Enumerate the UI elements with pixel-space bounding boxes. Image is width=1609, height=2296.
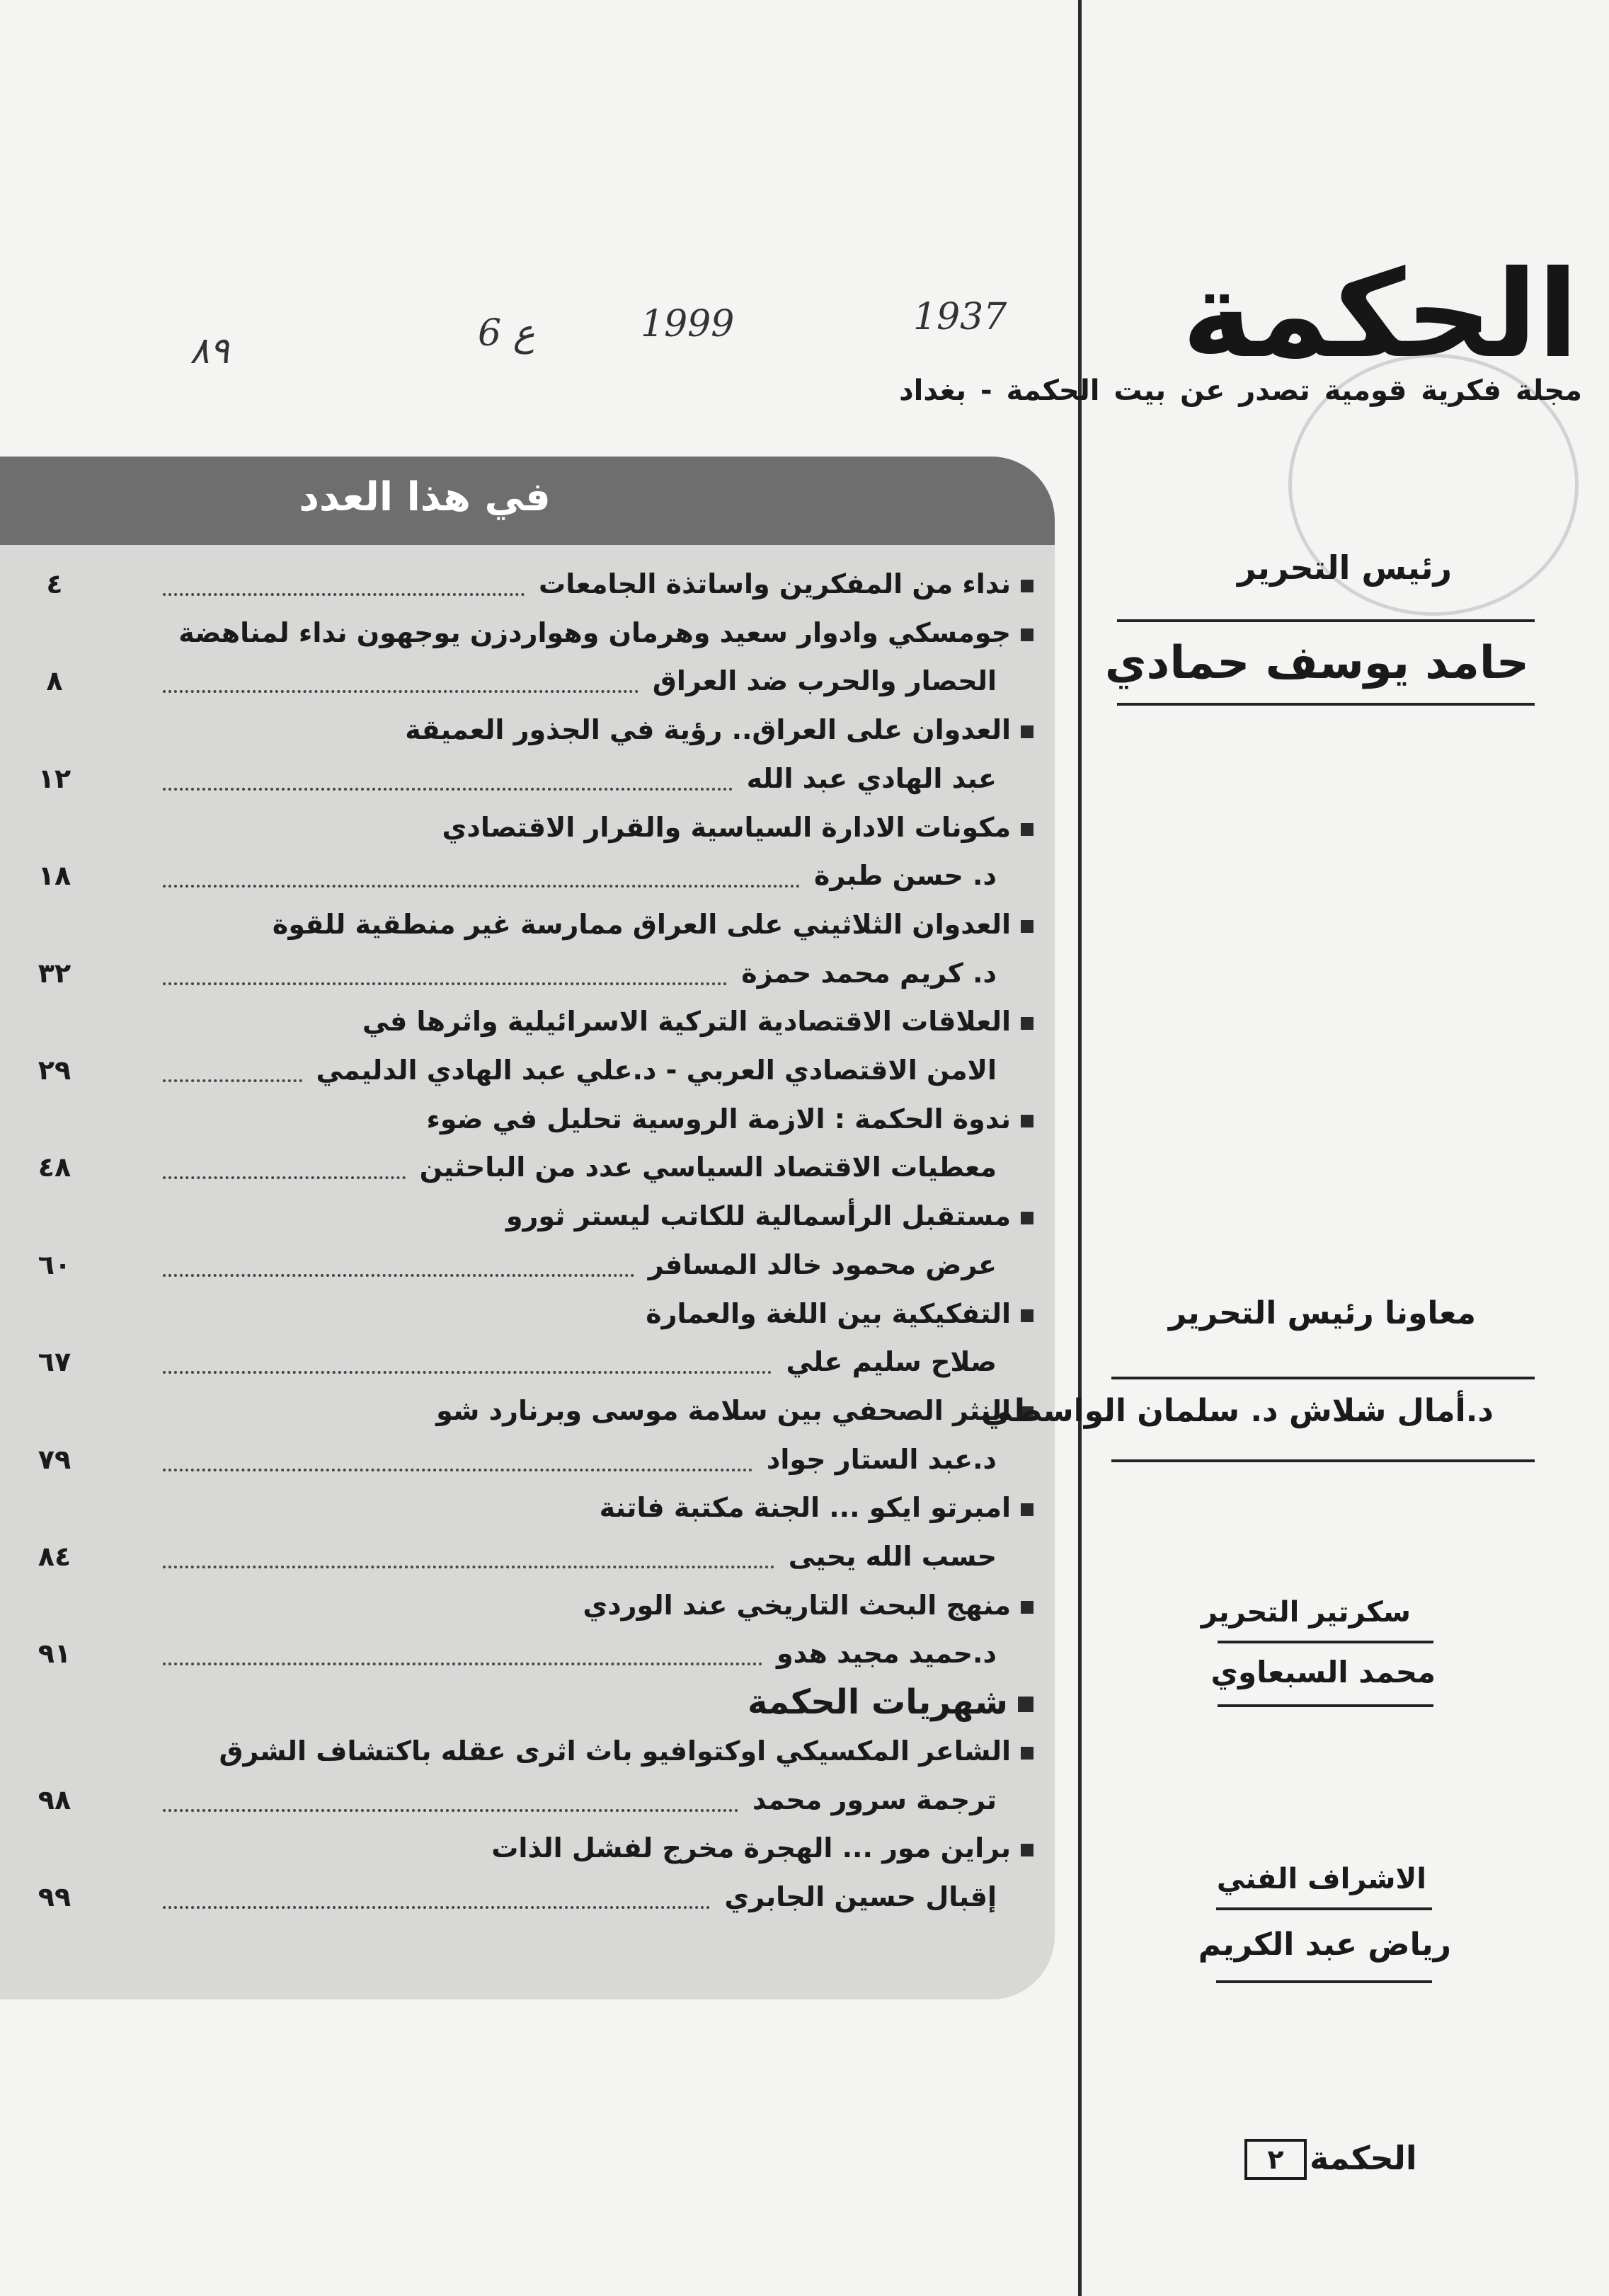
square-bullet-icon [1021, 628, 1033, 641]
toc-row [0, 1483, 1033, 1532]
toc-page-number: ٤٨ [38, 1152, 71, 1183]
toc-entry-author [420, 1142, 997, 1192]
toc-entry-title [491, 1823, 1033, 1873]
toc-entry-text: مكونات الادارة السياسية والقرار الاقتصادي [442, 812, 1011, 843]
toc-entry-author [814, 851, 997, 900]
toc-entry-title [442, 803, 1033, 852]
toc-row [0, 1191, 1033, 1241]
toc-row [0, 1435, 1033, 1484]
toc-entry-text: شهريات الحكمة [747, 1682, 1008, 1722]
square-bullet-icon [1021, 1115, 1033, 1127]
toc-page-number: ١٢ [38, 763, 71, 794]
divider-rule [1117, 619, 1535, 622]
toc-entry-title [506, 1191, 1033, 1241]
toc-entry-author [653, 656, 997, 706]
toc-entry-title [646, 1289, 1033, 1338]
toc-entry-author [767, 1435, 997, 1484]
toc-row [0, 1726, 1033, 1776]
handwritten-note: ٨٩ [190, 330, 229, 372]
dotted-leader [163, 1566, 774, 1568]
toc-entry-author [789, 1532, 997, 1581]
art-director-name: رياض عبد الكريم [1198, 1927, 1451, 1963]
toc-row [0, 1045, 1033, 1095]
toc-page-number: ٨٤ [38, 1541, 71, 1572]
toc-entry-text: معطيات الاقتصاد السياسي عدد من الباحثين [419, 1152, 997, 1183]
toc-entry-text: التفكيكية بين اللغة والعمارة [646, 1298, 1011, 1329]
dotted-leader [163, 1079, 302, 1082]
toc-entry-text: النثر الصحفي بين سلامة موسى وبرنارد شو [436, 1395, 1011, 1426]
toc-title: في هذا العدد [299, 474, 551, 520]
square-bullet-icon [1018, 1697, 1033, 1712]
toc-entry-text: الحصار والحرب ضد العراق [652, 665, 997, 696]
dotted-leader [163, 1663, 762, 1665]
toc-entry-author [777, 1629, 997, 1678]
art-director-title: الاشراف الفني [1216, 1863, 1426, 1895]
toc-entry-text: د.عبد الستار جواد [766, 1444, 997, 1475]
handwritten-note: ع 6 [478, 312, 535, 355]
toc-entry-text: عبد الهادي عبد الله [746, 763, 997, 794]
toc-entry-author [786, 1337, 997, 1387]
dotted-leader [163, 1274, 634, 1277]
toc-entry-author [316, 1045, 997, 1095]
toc-row [0, 997, 1033, 1046]
toc-entry-text: د. حسن طبرة [813, 860, 997, 891]
square-bullet-icon [1021, 1309, 1033, 1322]
divider-rule [1218, 1704, 1433, 1707]
toc-entry-text: مستقبل الرأسمالية للكاتب ليستر ثورو [505, 1200, 1011, 1232]
dotted-leader [163, 1371, 772, 1374]
toc-entry-text: امبرتو ايكو ... الجنة مكتبة فاتنة [599, 1492, 1011, 1523]
magazine-logo: الحكمة [1181, 245, 1579, 385]
square-bullet-icon [1021, 1017, 1033, 1030]
toc-entry-text: براين مور ... الهجرة مخرج لفشل الذات [491, 1832, 1011, 1864]
toc-row [0, 705, 1033, 754]
toc-row [0, 1823, 1033, 1873]
divider-rule [1111, 1459, 1535, 1462]
toc-page-number: ٣٢ [38, 958, 71, 989]
toc-entry-title [583, 1580, 1033, 1630]
toc-page-number: ٩١ [38, 1638, 71, 1669]
dotted-leader [163, 593, 525, 596]
toc-entry-text: الامن الاقتصادي العربي - د.علي عبد الهادي الدليمي [316, 1055, 997, 1086]
toc-entry-title [426, 1094, 1033, 1144]
square-bullet-icon [1021, 1212, 1033, 1224]
toc-row [0, 656, 1033, 706]
handwritten-note: 1999 [641, 303, 735, 345]
divider-rule [1216, 1907, 1432, 1910]
toc-entry-title [600, 1483, 1033, 1532]
handwritten-note: 1937 [913, 296, 1007, 338]
toc-entry-title [748, 1677, 1033, 1727]
toc-entry-title [436, 1386, 1033, 1435]
toc-row [0, 1629, 1033, 1678]
toc-row [0, 900, 1033, 949]
toc-row [0, 1337, 1033, 1387]
toc-entry-text: إقبال حسين الجابري [724, 1881, 997, 1912]
square-bullet-icon [1021, 920, 1033, 933]
square-bullet-icon [1021, 725, 1033, 738]
toc-section-heading [0, 1677, 1033, 1727]
editor-name: حامد يوسف حمادي [1104, 637, 1529, 689]
square-bullet-icon [1021, 1601, 1033, 1614]
toc-row [0, 1872, 1033, 1922]
footer-page-number: ٢ [1244, 2139, 1307, 2180]
toc-row [0, 851, 1033, 900]
toc-row [0, 559, 1033, 609]
toc-page-number: ٧٩ [38, 1444, 71, 1475]
toc-entry-text: ترجمة سرور محمد [752, 1784, 997, 1815]
toc-row [0, 1240, 1033, 1290]
secretary-title: سكرتير التحرير [1201, 1596, 1411, 1629]
toc-entry-text: العدوان الثلاثيني على العراق ممارسة غير منطقية للقوة [272, 909, 1011, 940]
toc-page-number: ٤ [46, 568, 63, 599]
toc-row [0, 754, 1033, 803]
toc-entry-text: عرض محمود خالد المسافر [648, 1249, 997, 1280]
toc-entry-text: العدوان على العراق.. رؤية في الجذور العميقة [405, 714, 1011, 745]
toc-entry-text: صلاح سليم علي [786, 1346, 997, 1377]
toc-row [0, 803, 1033, 852]
toc-entry-text: ندوة الحكمة : الازمة الروسية تحليل في ضوء [426, 1103, 1011, 1135]
toc-entry-text: د.حميد مجيد هدو [776, 1638, 997, 1669]
dotted-leader [163, 1176, 406, 1179]
toc-row [0, 1775, 1033, 1825]
divider-rule [1111, 1377, 1535, 1379]
toc-entry-text: العلاقات الاقتصادية التركية الاسرائيلية واثرها في [362, 1006, 1011, 1037]
editor-title: رئيس التحرير [1237, 549, 1452, 587]
toc-entry-author [741, 948, 997, 998]
footer-logo: الحكمة [1310, 2139, 1417, 2177]
dotted-leader [163, 1469, 752, 1471]
divider-rule [1216, 1980, 1432, 1983]
toc-row [0, 1289, 1033, 1338]
toc-page-number: ٩٨ [38, 1784, 71, 1815]
toc-entry-text: حسب الله يحيى [788, 1541, 997, 1572]
dotted-leader [163, 885, 800, 888]
divider-rule [1117, 703, 1535, 706]
assistant-editors-title: معاونا رئيس التحرير [1168, 1295, 1476, 1331]
dotted-leader [163, 788, 733, 791]
dotted-leader [163, 690, 639, 693]
toc-entry-text: جومسكي وادوار سعيد وهرمان وهواردزن يوجهون نداء لمناهضة [178, 617, 1011, 648]
toc-entry-title [219, 1726, 1034, 1776]
toc-page-number: ٦٧ [38, 1346, 71, 1377]
toc-row [0, 1142, 1033, 1192]
divider-rule [1218, 1641, 1433, 1643]
toc-entry-text: الشاعر المكسيكي اوكتوافيو باث اثرى عقله باكتشاف الشرق [219, 1735, 1011, 1767]
square-bullet-icon [1021, 580, 1033, 592]
toc-entry-author [724, 1872, 997, 1922]
toc-entry-title [362, 997, 1033, 1046]
square-bullet-icon [1021, 1844, 1033, 1856]
toc-entry-title [273, 900, 1033, 949]
secretary-name: محمد السبعاوي [1210, 1655, 1436, 1689]
toc-entry-title [539, 559, 1033, 609]
dotted-leader [163, 982, 727, 985]
toc-row [0, 1094, 1033, 1144]
square-bullet-icon [1021, 823, 1033, 836]
square-bullet-icon [1021, 1747, 1033, 1760]
column-divider [1078, 0, 1082, 2296]
toc-row [0, 1386, 1033, 1435]
toc-page-number: ٩٩ [38, 1881, 71, 1912]
dotted-leader [163, 1906, 710, 1909]
toc-entry-author [747, 754, 997, 803]
toc-entry-author [752, 1775, 997, 1825]
toc-entry-title [178, 608, 1033, 658]
toc-page-number: ٦٠ [38, 1249, 71, 1280]
toc-row [0, 948, 1033, 998]
toc-page-number: ١٨ [38, 860, 71, 891]
toc-row [0, 608, 1033, 658]
toc-page-number: ٢٩ [38, 1055, 71, 1086]
toc-page-number: ٨ [46, 665, 63, 696]
magazine-tagline: مجلة فكرية قومية تصدر عن بيت الحكمة - بغداد [899, 374, 1582, 407]
toc-entry-text: د. كريم محمد حمزة [741, 958, 997, 989]
toc-entry-author [648, 1240, 997, 1290]
toc-row [0, 1580, 1033, 1630]
toc-entry-text: نداء من المفكرين واساتذة الجامعات [539, 568, 1011, 599]
toc-entry-text: منهج البحث التاريخي عند الوردي [583, 1590, 1011, 1621]
toc-entry-title [405, 705, 1033, 754]
toc-row [0, 1532, 1033, 1581]
dotted-leader [163, 1809, 738, 1812]
square-bullet-icon [1021, 1503, 1033, 1516]
assistant-editors-names: د.أمال شلاش د. سلمان الواسطي [980, 1393, 1494, 1429]
